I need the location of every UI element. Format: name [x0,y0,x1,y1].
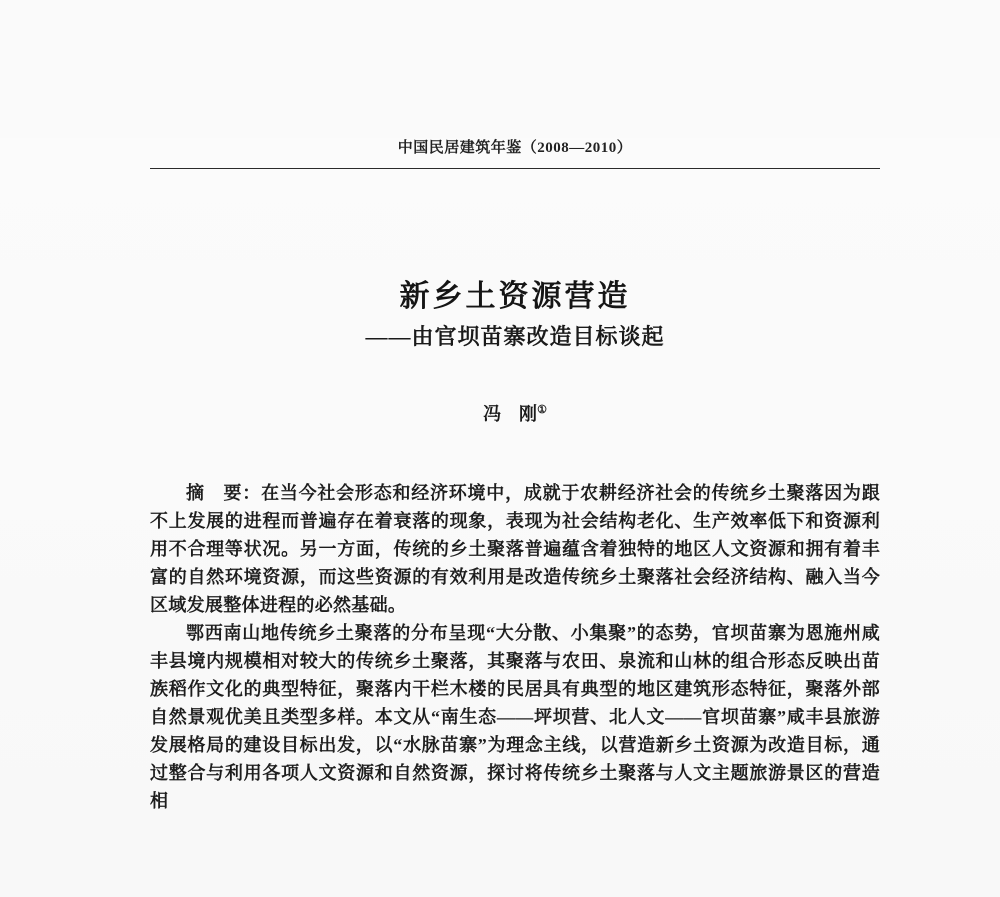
abstract-label: 摘 要： [186,483,262,503]
article-body [150,479,880,815]
document-page [0,138,1000,897]
body-paragraph: 鄂西南山地传统乡土聚落的分布呈现“大分散、小集聚”的态势，官坝苗寨为恩施州咸丰县境内规模相对较大的传统乡土聚落，其聚落与农田、泉流和山林的组合形态反映出苗族稻作文化的典型特征，聚落内干栏木楼的民居具有典型的地区建筑形态特征，聚落外部自然景观优美且类型多样。本文从“南生态——坪坝营、北人文——官坝苗寨”咸丰县旅游发展格局的建设目标出发，以“水脉苗寨”为理念主线，以营造新乡土资源为改造目标，通过整合与利用各项人文资源和自然资源，探讨将传统乡土聚落与人文主题旅游景区的营造相 [150,623,880,811]
article-subtitle: ——由官坝苗寨改造目标谈起 [365,324,665,349]
author-line [150,401,880,427]
abstract-paragraph [150,479,880,619]
article-title: 新乡土资源营造 [399,280,631,313]
author-footnote-marker: ① [537,404,547,416]
header-divider [150,168,880,169]
abstract-text: 在当今社会形态和经济环境中，成就于农耕经济社会的传统乡土聚落因为跟不上发展的进程而普遍存在着衰落的现象，表现为社会结构老化、生产效率低下和资源利用不合理等状况。另一方面，传统的乡土聚落普遍蕴含着独特的地区人文资源和拥有着丰富的自然环境资源，而这些资源的有效利用是改造传统乡土聚落社会经济结构、融入当今区域发展整体进程的必然基础。 [150,483,880,615]
content-column [150,138,880,815]
journal-header: 中国民居建筑年鉴（2008—2010） [397,140,633,156]
author-name: 冯 刚 [483,404,538,424]
